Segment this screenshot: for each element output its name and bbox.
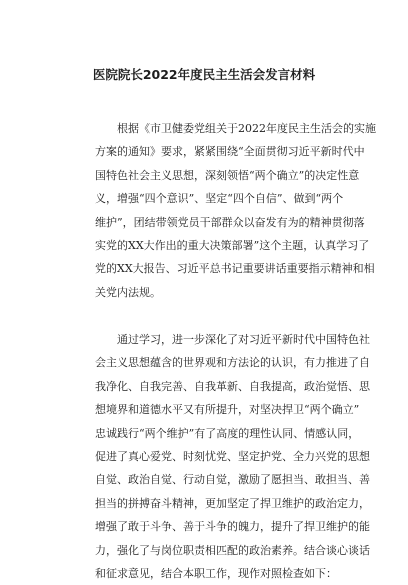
paragraph-line: 关党内法规。 <box>95 285 161 299</box>
paragraph-line: 力，强化了与岗位职责相匹配的政治素养。结合谈心谈话 <box>95 543 370 557</box>
paragraph-line: 会主义思想蕴含的世界观和方法论的认识，有力推进了自 <box>95 356 370 370</box>
paragraph-line: 方案的通知》要求，紧紧围绕“全面贯彻习近平新时代中 <box>95 145 365 159</box>
paragraph-line: 我净化、自我完善、自我革新、自我提高，政治觉悟、思 <box>95 379 370 393</box>
paragraph-line: 想境界和道德水平又有所提升，对坚决捍卫“两个确立” <box>95 403 360 417</box>
paragraph-line: 国特色社会主义思想，深刻领悟“两个确立”的决定性意 <box>95 168 360 182</box>
paragraph-line: 增强了敢于斗争、善于斗争的魄力，提升了捍卫维护的能 <box>95 520 370 534</box>
paragraph-line: 义，增强“四个意识”、坚定“四个自信”、做到“两个 <box>95 192 344 206</box>
paragraph-line: 自觉、政治自觉、行动自觉，激励了愿担当、敢担当、善 <box>95 473 370 487</box>
body-paragraph-2 <box>95 328 370 585</box>
paragraph-line: 和征求意见，结合本职工作，现作对照检查如下： <box>95 566 337 580</box>
paragraph-line: 忠诚践行“两个维护”有了高度的理性认同、情感认同， <box>95 426 360 440</box>
paragraph-line: 促进了真心爱党、时刻忧党、坚定护党、全力兴党的思想 <box>95 449 370 463</box>
paragraph-line: 维护”，团结带领党员干部群众以奋发有为的精神贯彻落 <box>95 215 365 229</box>
document-title: 医院院长2022年度民主生活会发言材料 <box>92 67 316 82</box>
paragraph-line: 实党的XX大作出的重大决策部署”这个主题，认真学习了 <box>95 238 370 252</box>
paragraph-line: 通过学习，进一步深化了对习近平新时代中国特色社 <box>117 333 370 346</box>
paragraph-line: 党的XX大报告、习近平总书记重要讲话重要指示精神和相 <box>95 262 375 276</box>
body-paragraph-1 <box>95 117 376 304</box>
paragraph-line: 担当的拼搏奋斗精神，更加坚定了捍卫维护的政治定力， <box>95 496 370 510</box>
paragraph-line: 根据《市卫健委党组关于2022年度民主生活会的实施 <box>117 122 376 135</box>
